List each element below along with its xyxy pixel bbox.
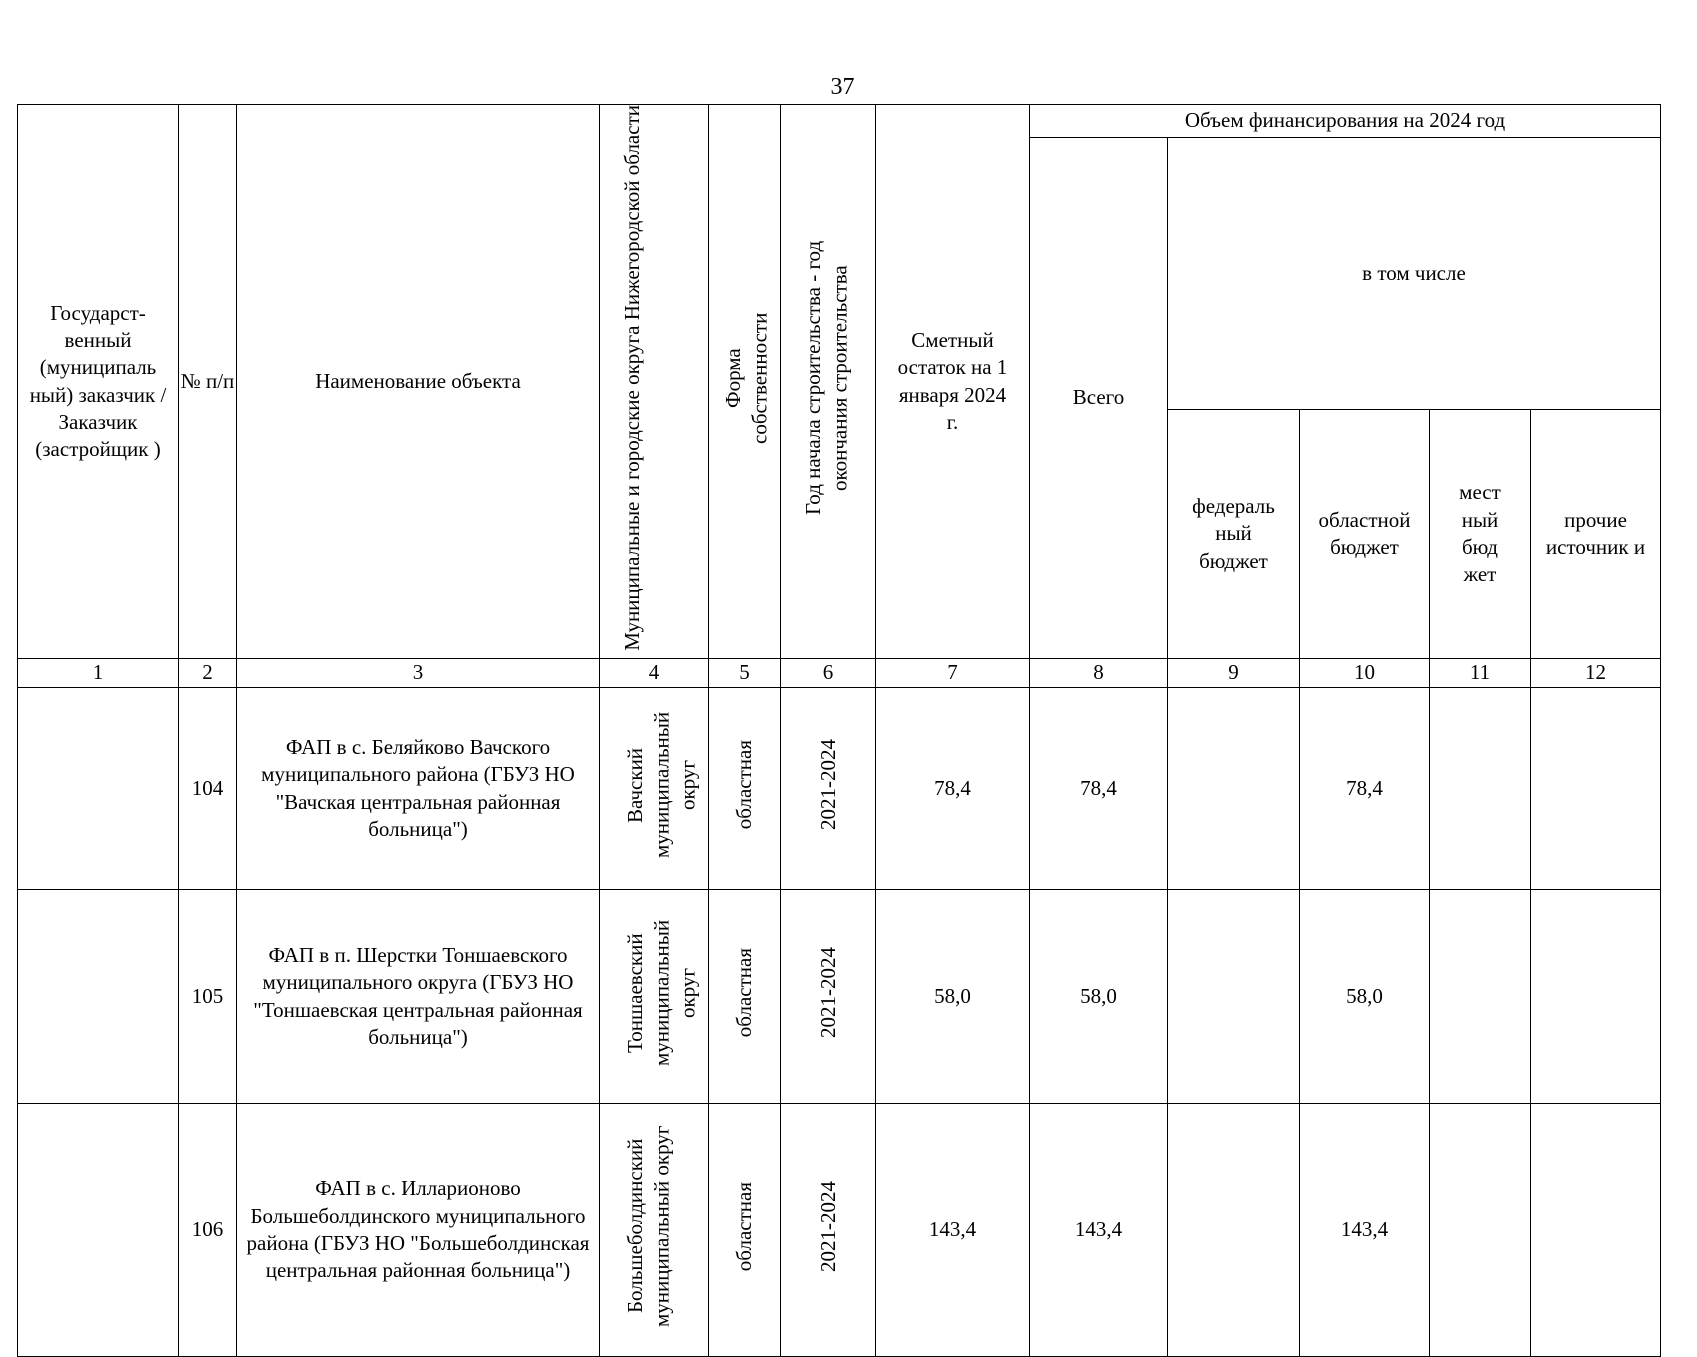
row-municipality-cell bbox=[600, 688, 709, 890]
row-years-cell bbox=[781, 688, 876, 890]
column-number: 7 bbox=[876, 659, 1030, 688]
header-funding-title: Объем финансирования на 2024 год bbox=[1030, 105, 1661, 138]
row-total: 58,0 bbox=[1030, 890, 1168, 1104]
page-number: 37 bbox=[830, 74, 855, 100]
header-federal: федераль ный бюджет bbox=[1168, 410, 1300, 659]
row-local bbox=[1430, 1104, 1531, 1357]
header-number: № п/п bbox=[179, 105, 237, 659]
header-municipalities-cell bbox=[600, 105, 709, 659]
row-years-cell bbox=[781, 890, 876, 1104]
row-ownership: областная bbox=[732, 1181, 757, 1271]
row-local bbox=[1430, 688, 1531, 890]
header-total: Всего bbox=[1030, 138, 1168, 659]
row-customer bbox=[18, 1104, 179, 1357]
row-balance: 58,0 bbox=[876, 890, 1030, 1104]
header-object-name: Наименование объекта bbox=[237, 105, 600, 659]
row-municipality: Вачский муниципальный округ bbox=[623, 711, 700, 858]
row-total: 143,4 bbox=[1030, 1104, 1168, 1357]
column-number: 10 bbox=[1300, 659, 1430, 688]
row-total: 78,4 bbox=[1030, 688, 1168, 890]
row-number: 104 bbox=[179, 688, 237, 890]
header-row bbox=[18, 105, 1661, 138]
column-number: 6 bbox=[781, 659, 876, 688]
row-regional: 143,4 bbox=[1300, 1104, 1430, 1357]
header-other: прочие источник и bbox=[1531, 410, 1661, 659]
row-object-name: ФАП в с. Илларионово Большеболдинского муниципального района (ГБУЗ НО "Большеболдинская центральная районная больница") bbox=[237, 1104, 600, 1357]
table-row bbox=[18, 1104, 1661, 1357]
row-regional: 58,0 bbox=[1300, 890, 1430, 1104]
header-balance: Сметный остаток на 1 января 2024 г. bbox=[876, 105, 1030, 659]
table-row bbox=[18, 688, 1661, 890]
table-row bbox=[18, 890, 1661, 1104]
header-customer: Государст-венный (муниципаль ный) заказчик / Заказчик (застройщик ) bbox=[18, 105, 179, 659]
row-customer bbox=[18, 688, 179, 890]
row-federal bbox=[1168, 890, 1300, 1104]
row-municipality-cell bbox=[600, 1104, 709, 1357]
row-number: 105 bbox=[179, 890, 237, 1104]
row-object-name: ФАП в с. Беляйково Вачского муниципального района (ГБУЗ НО "Вачская центральная районная больница") bbox=[237, 688, 600, 890]
row-years-cell bbox=[781, 1104, 876, 1357]
row-balance: 78,4 bbox=[876, 688, 1030, 890]
row-ownership-cell bbox=[709, 1104, 781, 1357]
row-other bbox=[1531, 1104, 1661, 1357]
row-other bbox=[1531, 890, 1661, 1104]
row-municipality: Тоншаевский муниципальный округ bbox=[623, 919, 700, 1066]
header-ownership: Форма собственности bbox=[720, 312, 771, 444]
row-years: 2021-2024 bbox=[815, 739, 840, 831]
column-number: 8 bbox=[1030, 659, 1168, 688]
header-regional: областной бюджет bbox=[1300, 410, 1430, 659]
row-ownership-cell bbox=[709, 890, 781, 1104]
financing-table bbox=[17, 104, 1661, 1357]
column-number: 12 bbox=[1531, 659, 1661, 688]
header-years-cell bbox=[781, 105, 876, 659]
row-years: 2021-2024 bbox=[815, 947, 840, 1039]
header-ownership-cell bbox=[709, 105, 781, 659]
row-local bbox=[1430, 890, 1531, 1104]
header-including: в том числе bbox=[1168, 138, 1661, 410]
column-number-row bbox=[18, 659, 1661, 688]
row-balance: 143,4 bbox=[876, 1104, 1030, 1357]
row-municipality-cell bbox=[600, 890, 709, 1104]
column-number: 4 bbox=[600, 659, 709, 688]
row-customer bbox=[18, 890, 179, 1104]
row-ownership: областная bbox=[732, 740, 757, 830]
header-municipalities: Муниципальные и городские округа Нижегородской области bbox=[620, 105, 644, 651]
column-number: 5 bbox=[709, 659, 781, 688]
row-federal bbox=[1168, 1104, 1300, 1357]
row-number: 106 bbox=[179, 1104, 237, 1357]
row-federal bbox=[1168, 688, 1300, 890]
header-years: Год начала строительства - год окончания строительства bbox=[801, 240, 852, 515]
row-ownership-cell bbox=[709, 688, 781, 890]
column-number: 11 bbox=[1430, 659, 1531, 688]
header-local: мест ный бюд жет bbox=[1430, 410, 1531, 659]
row-ownership: областная bbox=[732, 948, 757, 1038]
row-regional: 78,4 bbox=[1300, 688, 1430, 890]
row-municipality: Большеболдинский муниципальный округ bbox=[623, 1125, 674, 1328]
column-number: 2 bbox=[179, 659, 237, 688]
column-number: 9 bbox=[1168, 659, 1300, 688]
row-object-name: ФАП в п. Шерстки Тоншаевского муниципального округа (ГБУЗ НО "Тоншаевская центральная районная больница") bbox=[237, 890, 600, 1104]
row-other bbox=[1531, 688, 1661, 890]
column-number: 3 bbox=[237, 659, 600, 688]
row-years: 2021-2024 bbox=[815, 1180, 840, 1272]
column-number: 1 bbox=[18, 659, 179, 688]
